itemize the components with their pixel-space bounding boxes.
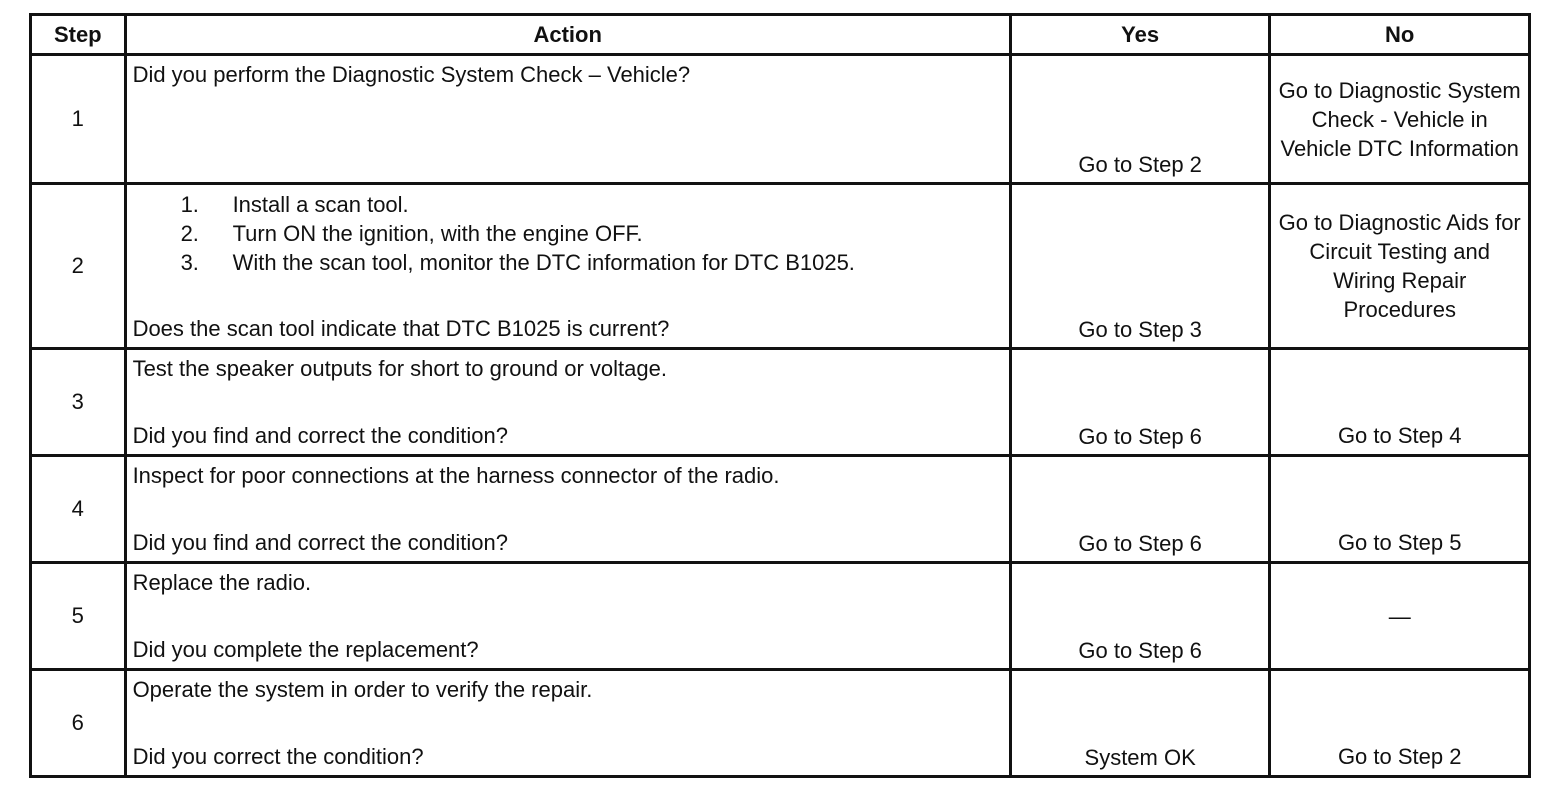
table-row xyxy=(31,184,1530,349)
action-instruction: Operate the system in order to verify the repair. xyxy=(132,677,593,702)
action-question: Does the scan tool indicate that DTC B1025 is current? xyxy=(132,316,670,341)
action-steps-list xyxy=(133,190,1003,277)
table-row xyxy=(31,349,1530,456)
action-cell xyxy=(125,349,1010,456)
step-number: 5 xyxy=(31,563,126,670)
step-number: 3 xyxy=(31,349,126,456)
action-cell xyxy=(125,456,1010,563)
action-cell xyxy=(125,670,1010,777)
no-cell: Go to Step 2 xyxy=(1270,670,1530,777)
action-instruction: Test the speaker outputs for short to ground or voltage. xyxy=(132,356,667,381)
yes-cell: Go to Step 6 xyxy=(1010,349,1270,456)
table-row xyxy=(31,456,1530,563)
no-cell: Go to Step 4 xyxy=(1270,349,1530,456)
table-row xyxy=(31,55,1530,184)
action-question: Did you find and correct the condition? xyxy=(132,423,509,448)
header-action: Action xyxy=(125,15,1010,55)
step-number: 6 xyxy=(31,670,126,777)
yes-cell: Go to Step 6 xyxy=(1010,456,1270,563)
diagnostic-table xyxy=(29,13,1531,778)
header-yes: Yes xyxy=(1010,15,1270,55)
action-instruction: Did you perform the Diagnostic System Check – Vehicle? xyxy=(132,62,691,87)
action-cell xyxy=(125,563,1010,670)
header-step: Step xyxy=(31,15,126,55)
action-question: Did you correct the condition? xyxy=(132,744,424,769)
table-row xyxy=(31,670,1530,777)
step-number: 4 xyxy=(31,456,126,563)
table-row xyxy=(31,563,1530,670)
action-cell xyxy=(125,55,1010,184)
yes-cell: Go to Step 3 xyxy=(1010,184,1270,349)
list-item: 2. Turn ON the ignition, with the engine OFF. xyxy=(180,221,643,246)
action-instruction: Replace the radio. xyxy=(132,570,312,595)
yes-cell: Go to Step 6 xyxy=(1010,563,1270,670)
no-cell: — xyxy=(1270,563,1530,670)
yes-cell: Go to Step 2 xyxy=(1010,55,1270,184)
list-item: 1. Install a scan tool. xyxy=(180,192,409,217)
yes-cell: System OK xyxy=(1010,670,1270,777)
step-number: 1 xyxy=(31,55,126,184)
step-number: 2 xyxy=(31,184,126,349)
no-cell: Go to Diagnostic System Check - Vehicle in Vehicle DTC Information xyxy=(1270,55,1530,184)
action-question: Did you find and correct the condition? xyxy=(132,530,509,555)
no-cell: Go to Diagnostic Aids for Circuit Testing and Wiring Repair Procedures xyxy=(1270,184,1530,349)
action-question: Did you complete the replacement? xyxy=(132,637,479,662)
header-no: No xyxy=(1270,15,1530,55)
list-item: 3. With the scan tool, monitor the DTC information for DTC B1025. xyxy=(180,250,855,275)
action-cell xyxy=(125,184,1010,349)
no-cell: Go to Step 5 xyxy=(1270,456,1530,563)
action-instruction: Inspect for poor connections at the harness connector of the radio. xyxy=(132,463,780,488)
header-row xyxy=(31,15,1530,55)
